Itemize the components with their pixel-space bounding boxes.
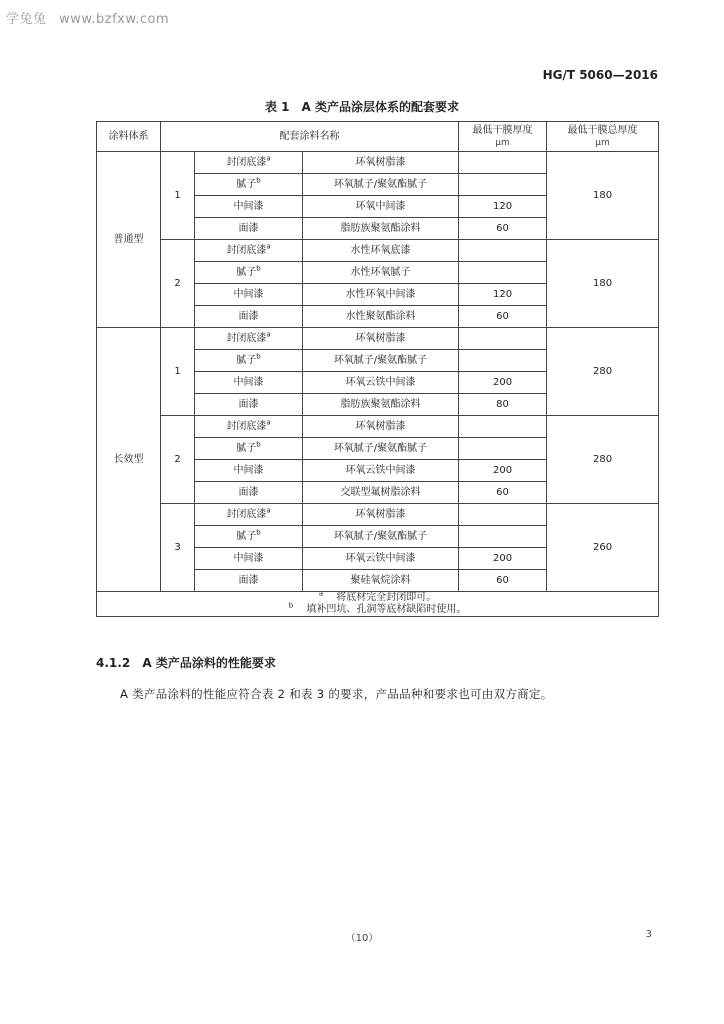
table-note — [97, 601, 658, 616]
table-row — [97, 240, 659, 262]
layer-name: 中间漆 — [233, 288, 264, 300]
layer-name: 封闭底漆 — [226, 332, 267, 344]
layer-name: 面漆 — [238, 310, 259, 322]
dry-film-thickness-cell: 60 — [459, 570, 547, 592]
dry-film-thickness-cell — [459, 328, 547, 350]
dry-film-thickness-cell: 200 — [459, 460, 547, 482]
total-thickness-cell: 260 — [547, 504, 659, 592]
layer-cell — [195, 328, 303, 350]
layer-cell — [195, 548, 303, 570]
layer-name: 封闭底漆 — [226, 156, 267, 168]
layer-cell — [195, 438, 303, 460]
layer-cell — [195, 218, 303, 240]
dry-film-thickness-cell — [459, 152, 547, 174]
note-mark: a — [318, 591, 324, 598]
note-mark: b — [288, 601, 294, 610]
system-type-cell: 长效型 — [97, 328, 161, 592]
dry-film-thickness-cell — [459, 174, 547, 196]
layer-name: 封闭底漆 — [226, 244, 267, 256]
layer-name: 中间漆 — [233, 464, 264, 476]
coating-name-cell: 环氧腻子/聚氨酯腻子 — [303, 174, 459, 196]
coating-name-cell: 交联型氟树脂涂料 — [303, 482, 459, 504]
layer-name: 腻子 — [236, 530, 257, 542]
table-body — [97, 152, 659, 592]
subgroup-index-cell: 3 — [161, 504, 195, 592]
header-min-total-label: 最低干膜总厚度 — [567, 124, 638, 136]
layer-cell — [195, 526, 303, 548]
layer-name: 腻子 — [236, 178, 257, 190]
layer-name: 腻子 — [236, 354, 257, 366]
layer-name: 面漆 — [238, 398, 259, 410]
layer-cell — [195, 174, 303, 196]
layer-cell — [195, 350, 303, 372]
layer-cell — [195, 416, 303, 438]
layer-cell — [195, 460, 303, 482]
coating-name-cell: 环氧腻子/聚氨酯腻子 — [303, 526, 459, 548]
header-min-total-unit: μm — [595, 137, 610, 148]
table-title: 表 1 A 类产品涂层体系的配套要求 — [265, 100, 459, 114]
internal-page-number: （10） — [345, 933, 379, 944]
table-row — [97, 416, 659, 438]
header-min-total — [547, 122, 659, 152]
layer-name: 中间漆 — [233, 376, 264, 388]
dry-film-thickness-cell — [459, 438, 547, 460]
subgroup-index-cell: 2 — [161, 416, 195, 504]
layer-cell — [195, 306, 303, 328]
page-number: 3 — [645, 929, 652, 940]
header-min-dry-film-unit: μm — [495, 137, 510, 148]
dry-film-thickness-cell: 200 — [459, 548, 547, 570]
coating-name-cell: 脂肪族聚氨酯涂料 — [303, 218, 459, 240]
coating-name-cell: 环氧中间漆 — [303, 196, 459, 218]
layer-name: 封闭底漆 — [226, 508, 267, 520]
footnote-mark: a — [266, 418, 271, 427]
coating-name-cell: 水性环氧底漆 — [303, 240, 459, 262]
footnote-mark: b — [256, 440, 261, 449]
dry-film-thickness-cell: 120 — [459, 284, 547, 306]
coating-name-cell: 环氧云铁中间漆 — [303, 372, 459, 394]
watermark-site-name: 学兔兔 — [6, 12, 47, 27]
note-text: 填补凹坑、孔洞等底材缺陷时使用。 — [306, 604, 467, 615]
footnote-mark: b — [256, 176, 261, 185]
layer-name: 腻子 — [236, 266, 257, 278]
dry-film-thickness-cell: 80 — [459, 394, 547, 416]
section-title: A 类产品涂料的性能要求 — [142, 656, 276, 670]
table-note — [97, 592, 658, 604]
layer-cell — [195, 240, 303, 262]
layer-name: 封闭底漆 — [226, 420, 267, 432]
dry-film-thickness-cell — [459, 416, 547, 438]
table-row — [97, 328, 659, 350]
total-thickness-cell: 180 — [547, 240, 659, 328]
table-header-row — [97, 122, 659, 152]
footnote-mark: a — [266, 330, 271, 339]
table-row — [97, 504, 659, 526]
dry-film-thickness-cell — [459, 350, 547, 372]
coating-system-table — [96, 121, 659, 617]
total-thickness-cell: 280 — [547, 328, 659, 416]
watermark-url: www.bzfxw.com — [59, 12, 170, 27]
dry-film-thickness-cell — [459, 262, 547, 284]
dry-film-thickness-cell: 60 — [459, 482, 547, 504]
table-row — [97, 152, 659, 174]
standard-code: HG/T 5060—2016 — [542, 68, 658, 82]
coating-name-cell: 环氧树脂漆 — [303, 328, 459, 350]
layer-name: 腻子 — [236, 442, 257, 454]
layer-cell — [195, 196, 303, 218]
layer-cell — [195, 394, 303, 416]
footnote-mark: b — [256, 264, 261, 273]
coating-name-cell: 环氧腻子/聚氨酯腻子 — [303, 438, 459, 460]
total-thickness-cell: 280 — [547, 416, 659, 504]
subgroup-index-cell: 1 — [161, 328, 195, 416]
subgroup-index-cell: 2 — [161, 240, 195, 328]
note-text: 将底材完全封闭即可。 — [336, 592, 437, 603]
coating-name-cell: 环氧树脂漆 — [303, 504, 459, 526]
layer-cell — [195, 482, 303, 504]
footnote-mark: a — [266, 242, 271, 251]
coating-name-cell: 水性环氧腻子 — [303, 262, 459, 284]
footnote-mark: b — [256, 528, 261, 537]
layer-name: 面漆 — [238, 222, 259, 234]
total-thickness-cell: 180 — [547, 152, 659, 240]
header-min-dry-film-label: 最低干膜厚度 — [472, 124, 533, 136]
layer-cell — [195, 262, 303, 284]
header-system: 涂料体系 — [97, 122, 161, 152]
coating-name-cell: 环氧云铁中间漆 — [303, 460, 459, 482]
layer-name: 中间漆 — [233, 552, 264, 564]
dry-film-thickness-cell: 120 — [459, 196, 547, 218]
coating-name-cell: 水性聚氨酯涂料 — [303, 306, 459, 328]
coating-name-cell: 环氧云铁中间漆 — [303, 548, 459, 570]
layer-name: 中间漆 — [233, 200, 264, 212]
layer-cell — [195, 284, 303, 306]
coating-name-cell: 聚硅氧烷涂料 — [303, 570, 459, 592]
coating-name-cell: 环氧树脂漆 — [303, 152, 459, 174]
system-type-cell: 普通型 — [97, 152, 161, 328]
dry-film-thickness-cell — [459, 504, 547, 526]
subgroup-index-cell: 1 — [161, 152, 195, 240]
table-notes — [97, 592, 659, 617]
footnote-mark: a — [266, 506, 271, 515]
dry-film-thickness-cell: 200 — [459, 372, 547, 394]
dry-film-thickness-cell — [459, 240, 547, 262]
layer-cell — [195, 504, 303, 526]
footnote-mark: a — [266, 154, 271, 163]
coating-name-cell: 环氧树脂漆 — [303, 416, 459, 438]
section-heading — [96, 654, 276, 671]
header-coating-name: 配套涂料名称 — [161, 122, 459, 152]
footnote-mark: b — [256, 352, 261, 361]
layer-cell — [195, 372, 303, 394]
section-body-text: A 类产品涂料的性能应符合表 2 和表 3 的要求，产品品种和要求也可由双方商定。 — [120, 687, 553, 701]
coating-name-cell: 水性环氧中间漆 — [303, 284, 459, 306]
layer-cell — [195, 570, 303, 592]
dry-film-thickness-cell — [459, 526, 547, 548]
coating-name-cell: 环氧腻子/聚氨酯腻子 — [303, 350, 459, 372]
table-notes-row — [97, 592, 659, 617]
coating-name-cell: 脂肪族聚氨酯涂料 — [303, 394, 459, 416]
layer-name: 面漆 — [238, 486, 259, 498]
layer-name: 面漆 — [238, 574, 259, 586]
watermark — [6, 8, 177, 27]
layer-cell — [195, 152, 303, 174]
header-min-dry-film — [459, 122, 547, 152]
dry-film-thickness-cell: 60 — [459, 306, 547, 328]
section-number: 4.1.2 — [96, 656, 131, 670]
dry-film-thickness-cell: 60 — [459, 218, 547, 240]
